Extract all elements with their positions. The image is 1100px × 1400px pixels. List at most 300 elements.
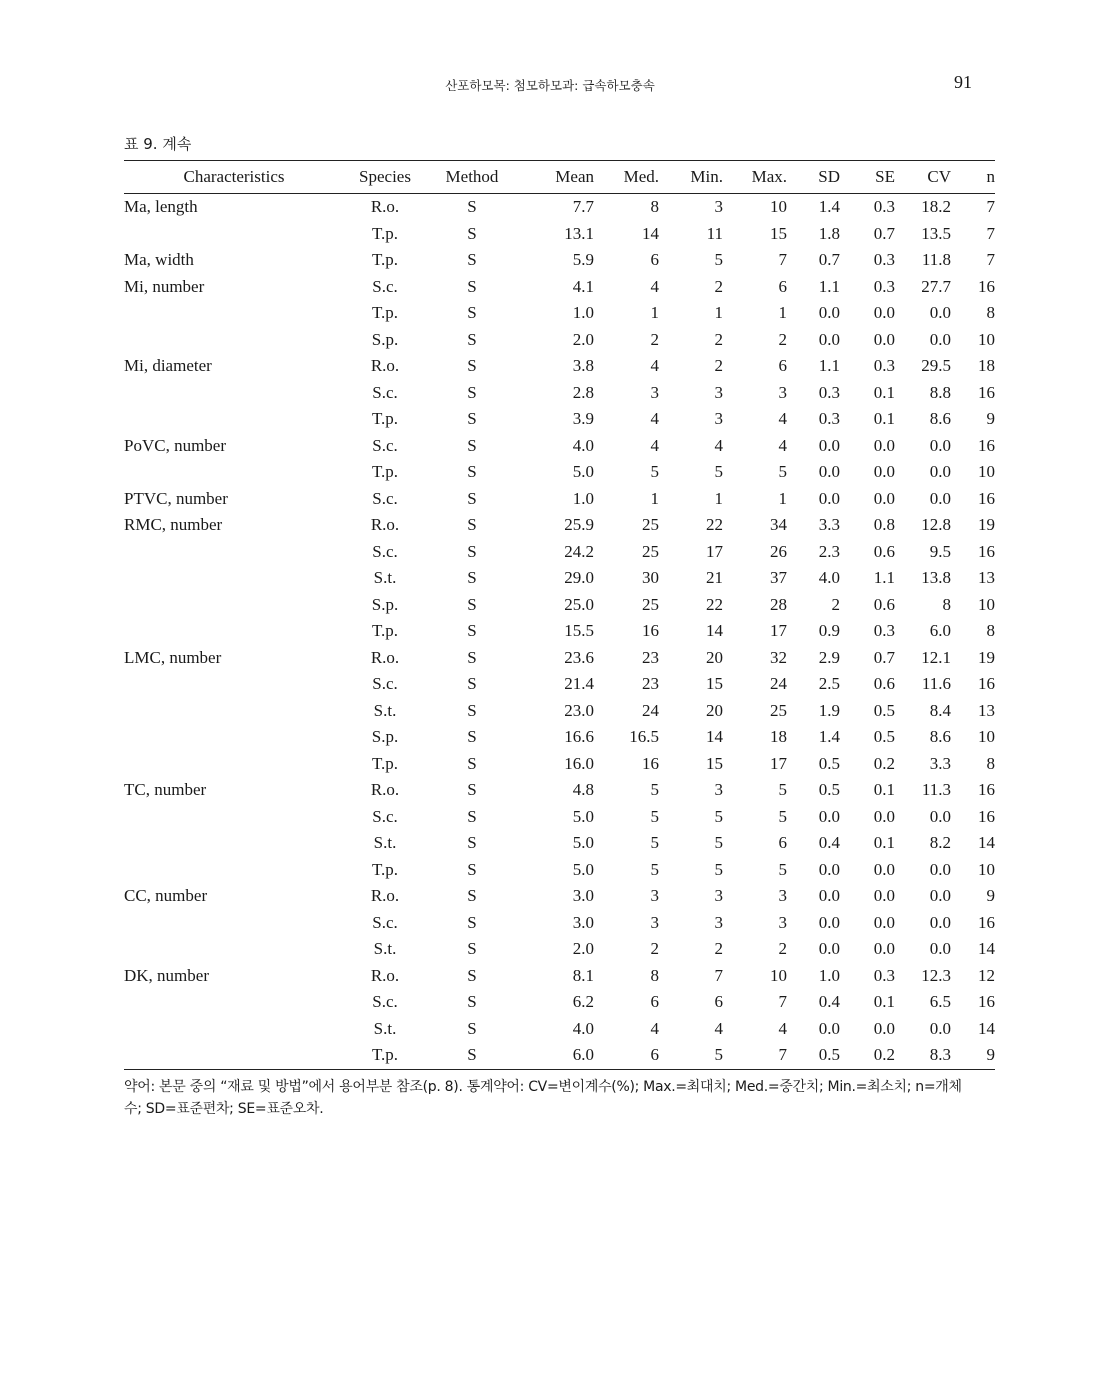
cell-min: 3 xyxy=(714,912,723,932)
cell-mean: 23.0 xyxy=(564,700,594,720)
table-row xyxy=(124,645,995,672)
cell-se: 0.1 xyxy=(873,780,895,799)
cell-cv: 0.0 xyxy=(929,329,951,349)
cell-n: 7 xyxy=(986,223,995,243)
cell-median: 16.5 xyxy=(629,727,659,746)
cell-max: 34 xyxy=(770,515,787,534)
cell-method: S xyxy=(467,1045,477,1064)
cell-species: R.o. xyxy=(370,965,400,985)
cell-max: 18 xyxy=(770,727,787,746)
cell-se: 0.3 xyxy=(873,621,895,640)
cell-median: 30 xyxy=(642,568,659,587)
cell-sd: 0.0 xyxy=(818,912,840,932)
cell-n: 10 xyxy=(978,462,995,481)
cell-characteristic xyxy=(124,300,344,327)
cell-se: 0.3 xyxy=(873,276,895,296)
cell-sd: 0.0 xyxy=(818,462,840,481)
cell-cv: 8.6 xyxy=(929,727,951,746)
cell-method: S xyxy=(467,780,477,799)
cell-n: 19 xyxy=(978,647,995,667)
cell-median: 16 xyxy=(642,621,659,640)
cell-sd: 0.0 xyxy=(818,1018,840,1038)
cell-sd: 1.9 xyxy=(818,700,840,720)
col-header-characteristics: Characteristics xyxy=(183,167,285,186)
cell-sd: 1.8 xyxy=(818,223,840,243)
cell-mean: 13.1 xyxy=(564,223,594,243)
cell-sd: 0.0 xyxy=(818,303,840,322)
cell-n: 8 xyxy=(986,303,995,322)
cell-n: 16 xyxy=(978,912,995,932)
cell-species: R.o. xyxy=(370,515,400,534)
cell-mean: 3.0 xyxy=(572,912,594,932)
cell-se: 0.1 xyxy=(873,409,895,428)
cell-min: 5 xyxy=(714,462,723,481)
cell-median: 5 xyxy=(650,780,659,799)
table-row xyxy=(124,1016,995,1043)
cell-mean: 1.0 xyxy=(572,488,594,508)
cell-characteristic xyxy=(124,830,344,857)
cell-n: 19 xyxy=(978,515,995,534)
cell-characteristic: Mi, number xyxy=(124,276,205,296)
table-row xyxy=(124,777,995,804)
cell-n: 14 xyxy=(978,1018,995,1038)
cell-sd: 0.7 xyxy=(818,250,840,269)
cell-characteristic xyxy=(124,565,344,592)
cell-method: S xyxy=(467,833,477,852)
cell-n: 18 xyxy=(978,356,995,375)
cell-median: 23 xyxy=(642,674,659,693)
cell-max: 17 xyxy=(770,753,787,773)
cell-cv: 8.3 xyxy=(929,1045,951,1064)
cell-min: 5 xyxy=(714,806,723,826)
cell-characteristic: RMC, number xyxy=(124,515,223,534)
cell-cv: 12.8 xyxy=(921,515,951,534)
cell-min: 14 xyxy=(706,727,723,746)
cell-se: 0.3 xyxy=(873,356,895,375)
cell-cv: 0.0 xyxy=(929,859,951,879)
cell-sd: 4.0 xyxy=(818,568,840,587)
cell-se: 0.2 xyxy=(873,1045,895,1064)
cell-cv: 8.4 xyxy=(929,700,951,720)
cell-cv: 11.3 xyxy=(921,780,951,799)
table-row xyxy=(124,247,995,274)
cell-se: 0.0 xyxy=(873,806,895,826)
cell-cv: 29.5 xyxy=(921,356,951,375)
table-row xyxy=(124,327,995,354)
cell-max: 5 xyxy=(778,462,787,481)
cell-characteristic xyxy=(124,618,344,645)
cell-max: 5 xyxy=(778,780,787,799)
cell-median: 16 xyxy=(642,753,659,773)
cell-species: T.p. xyxy=(371,223,399,243)
cell-max: 3 xyxy=(778,912,787,932)
cell-mean: 5.0 xyxy=(572,462,594,481)
cell-median: 6 xyxy=(650,250,659,269)
cell-min: 4 xyxy=(714,435,723,455)
cell-se: 0.7 xyxy=(873,647,895,667)
table-row xyxy=(124,724,995,751)
cell-mean: 25.0 xyxy=(564,594,594,614)
cell-characteristic xyxy=(124,989,344,1016)
cell-n: 16 xyxy=(978,992,995,1011)
cell-n: 13 xyxy=(978,700,995,720)
cell-min: 14 xyxy=(706,621,723,640)
cell-max: 1 xyxy=(778,488,787,508)
cell-characteristic xyxy=(124,857,344,884)
cell-n: 16 xyxy=(978,541,995,561)
cell-method: S xyxy=(467,197,477,216)
cell-characteristic xyxy=(124,698,344,725)
cell-min: 3 xyxy=(714,382,723,402)
cell-max: 2 xyxy=(778,329,787,349)
cell-sd: 2 xyxy=(831,594,840,614)
cell-min: 5 xyxy=(714,1045,723,1064)
cell-max: 17 xyxy=(770,621,787,640)
cell-species: S.c. xyxy=(372,674,398,693)
cell-method: S xyxy=(467,409,477,428)
cell-species: R.o. xyxy=(370,647,400,667)
cell-characteristic xyxy=(124,910,344,937)
table-row xyxy=(124,963,995,990)
cell-max: 7 xyxy=(778,1045,787,1064)
cell-sd: 0.4 xyxy=(818,992,840,1011)
cell-characteristic: LMC, number xyxy=(124,647,222,667)
cell-mean: 6.2 xyxy=(572,992,594,1011)
cell-max: 4 xyxy=(778,435,787,455)
cell-method: S xyxy=(467,700,477,720)
cell-mean: 5.9 xyxy=(572,250,594,269)
cell-characteristic xyxy=(124,221,344,248)
cell-se: 1.1 xyxy=(873,568,895,587)
cell-cv: 0.0 xyxy=(929,303,951,322)
cell-cv: 0.0 xyxy=(929,806,951,826)
cell-method: S xyxy=(467,382,477,402)
cell-min: 3 xyxy=(714,409,723,428)
cell-method: S xyxy=(467,727,477,746)
cell-median: 8 xyxy=(650,965,659,985)
cell-se: 0.8 xyxy=(873,515,895,534)
cell-n: 9 xyxy=(986,1045,995,1064)
cell-characteristic xyxy=(124,380,344,407)
cell-cv: 6.5 xyxy=(929,992,951,1011)
cell-species: S.p. xyxy=(371,594,399,614)
cell-characteristic xyxy=(124,1042,344,1069)
table-row xyxy=(124,698,995,725)
cell-median: 3 xyxy=(650,886,659,905)
cell-cv: 3.3 xyxy=(929,753,951,773)
cell-se: 0.2 xyxy=(873,753,895,773)
cell-min: 2 xyxy=(714,356,723,375)
cell-mean: 2.0 xyxy=(572,329,594,349)
cell-n: 8 xyxy=(986,753,995,773)
table-row xyxy=(124,406,995,433)
cell-species: S.c. xyxy=(372,488,398,508)
table-header-row xyxy=(124,161,995,194)
cell-min: 20 xyxy=(706,700,723,720)
cell-cv: 0.0 xyxy=(929,488,951,508)
cell-min: 21 xyxy=(706,568,723,587)
cell-median: 25 xyxy=(642,594,659,614)
table-row xyxy=(124,618,995,645)
cell-sd: 0.0 xyxy=(818,886,840,905)
cell-max: 3 xyxy=(778,382,787,402)
cell-sd: 0.4 xyxy=(818,833,840,852)
cell-mean: 2.0 xyxy=(572,939,594,958)
col-header-se: SE xyxy=(875,167,895,186)
table-row xyxy=(124,671,995,698)
cell-species: S.t. xyxy=(373,939,397,958)
cell-se: 0.5 xyxy=(873,700,895,720)
cell-min: 2 xyxy=(714,329,723,349)
cell-method: S xyxy=(467,753,477,773)
cell-median: 25 xyxy=(642,541,659,561)
cell-se: 0.0 xyxy=(873,462,895,481)
cell-sd: 0.0 xyxy=(818,329,840,349)
col-header-min: Min. xyxy=(690,167,723,186)
table-row xyxy=(124,353,995,380)
cell-max: 6 xyxy=(778,833,787,852)
cell-max: 2 xyxy=(778,939,787,958)
table-row xyxy=(124,221,995,248)
cell-se: 0.3 xyxy=(873,197,895,216)
cell-species: R.o. xyxy=(370,886,400,905)
cell-species: S.c. xyxy=(372,276,398,296)
cell-median: 2 xyxy=(650,939,659,958)
cell-n: 13 xyxy=(978,568,995,587)
cell-min: 5 xyxy=(714,250,723,269)
cell-characteristic xyxy=(124,459,344,486)
cell-n: 16 xyxy=(978,382,995,402)
cell-mean: 24.2 xyxy=(564,541,594,561)
cell-median: 3 xyxy=(650,912,659,932)
cell-characteristic xyxy=(124,592,344,619)
cell-cv: 9.5 xyxy=(929,541,951,561)
cell-sd: 1.1 xyxy=(818,356,840,375)
cell-mean: 25.9 xyxy=(564,515,594,534)
cell-median: 24 xyxy=(642,700,659,720)
cell-species: T.p. xyxy=(371,409,399,428)
cell-max: 25 xyxy=(770,700,787,720)
cell-sd: 0.0 xyxy=(818,939,840,958)
cell-min: 15 xyxy=(706,753,723,773)
col-header-sd: SD xyxy=(818,167,840,186)
cell-max: 10 xyxy=(770,197,787,216)
cell-mean: 6.0 xyxy=(572,1045,594,1064)
cell-characteristic: PoVC, number xyxy=(124,435,226,455)
cell-median: 4 xyxy=(650,356,659,375)
cell-max: 7 xyxy=(778,992,787,1011)
table-row xyxy=(124,274,995,301)
running-title: 산포하모목: 첨모하모과: 급속하모충속 xyxy=(445,78,655,93)
cell-cv: 0.0 xyxy=(929,1018,951,1038)
cell-sd: 0.3 xyxy=(818,409,840,428)
cell-mean: 23.6 xyxy=(564,647,594,667)
table-row xyxy=(124,565,995,592)
cell-min: 7 xyxy=(714,965,723,985)
cell-method: S xyxy=(467,965,477,985)
table-row xyxy=(124,300,995,327)
cell-method: S xyxy=(467,1018,477,1038)
cell-mean: 16.6 xyxy=(564,727,594,746)
cell-max: 26 xyxy=(770,541,787,561)
cell-median: 6 xyxy=(650,992,659,1011)
cell-min: 15 xyxy=(706,674,723,693)
cell-method: S xyxy=(467,621,477,640)
cell-n: 16 xyxy=(978,674,995,693)
cell-species: S.t. xyxy=(373,1018,397,1038)
cell-mean: 4.0 xyxy=(572,1018,594,1038)
cell-median: 3 xyxy=(650,382,659,402)
cell-species: R.o. xyxy=(370,356,400,375)
cell-characteristic xyxy=(124,671,344,698)
cell-species: S.p. xyxy=(371,727,399,746)
cell-mean: 7.7 xyxy=(572,197,594,216)
cell-species: T.p. xyxy=(371,462,399,481)
table-row xyxy=(124,989,995,1016)
cell-mean: 5.0 xyxy=(572,806,594,826)
cell-min: 6 xyxy=(714,992,723,1011)
cell-mean: 21.4 xyxy=(564,674,594,693)
cell-n: 7 xyxy=(986,197,995,216)
cell-cv: 8 xyxy=(942,594,951,614)
cell-cv: 0.0 xyxy=(929,435,951,455)
cell-se: 0.6 xyxy=(873,674,895,693)
cell-min: 22 xyxy=(706,594,723,614)
cell-characteristic: PTVC, number xyxy=(124,488,228,508)
cell-method: S xyxy=(467,647,477,667)
table-row xyxy=(124,910,995,937)
cell-se: 0.0 xyxy=(873,488,895,508)
table-row xyxy=(124,380,995,407)
cell-max: 37 xyxy=(770,568,787,587)
cell-median: 4 xyxy=(650,1018,659,1038)
cell-species: T.p. xyxy=(371,753,399,773)
col-header-cv: CV xyxy=(927,167,951,186)
cell-characteristic xyxy=(124,406,344,433)
cell-method: S xyxy=(467,223,477,243)
cell-max: 24 xyxy=(770,674,787,693)
cell-se: 0.3 xyxy=(873,250,895,269)
cell-mean: 3.8 xyxy=(572,356,594,375)
table-row xyxy=(124,592,995,619)
cell-species: S.p. xyxy=(371,329,399,349)
table-row xyxy=(124,1042,995,1069)
cell-method: S xyxy=(467,435,477,455)
cell-se: 0.0 xyxy=(873,329,895,349)
cell-method: S xyxy=(467,462,477,481)
cell-n: 9 xyxy=(986,886,995,905)
table-row xyxy=(124,857,995,884)
cell-max: 5 xyxy=(778,806,787,826)
col-header-max: Max. xyxy=(751,167,787,186)
cell-median: 2 xyxy=(650,329,659,349)
table-row xyxy=(124,830,995,857)
cell-median: 25 xyxy=(642,515,659,534)
cell-species: S.t. xyxy=(373,833,397,852)
table-row xyxy=(124,459,995,486)
table-row xyxy=(124,539,995,566)
cell-method: S xyxy=(467,250,477,269)
cell-cv: 12.3 xyxy=(921,965,951,985)
cell-median: 4 xyxy=(650,435,659,455)
cell-cv: 0.0 xyxy=(929,886,951,905)
cell-n: 16 xyxy=(978,806,995,826)
cell-max: 32 xyxy=(770,647,787,667)
cell-min: 4 xyxy=(714,1018,723,1038)
cell-cv: 27.7 xyxy=(921,276,951,296)
table-row xyxy=(124,194,995,221)
cell-min: 22 xyxy=(706,515,723,534)
cell-characteristic xyxy=(124,724,344,751)
cell-characteristic: DK, number xyxy=(124,965,209,985)
cell-method: S xyxy=(467,939,477,958)
cell-method: S xyxy=(467,594,477,614)
cell-mean: 8.1 xyxy=(572,965,594,985)
cell-n: 8 xyxy=(986,621,995,640)
cell-median: 5 xyxy=(650,462,659,481)
cell-se: 0.7 xyxy=(873,223,895,243)
cell-characteristic: Mi, diameter xyxy=(124,356,212,375)
cell-cv: 13.5 xyxy=(921,223,951,243)
cell-n: 12 xyxy=(978,965,995,985)
cell-max: 6 xyxy=(778,276,787,296)
cell-species: S.c. xyxy=(372,806,398,826)
page-number: 91 xyxy=(954,72,972,92)
cell-n: 9 xyxy=(986,409,995,428)
cell-se: 0.1 xyxy=(873,382,895,402)
col-header-n: n xyxy=(986,167,995,186)
col-header-mean: Mean xyxy=(555,167,594,186)
cell-characteristic: CC, number xyxy=(124,886,208,905)
cell-method: S xyxy=(467,674,477,693)
cell-characteristic xyxy=(124,327,344,354)
cell-characteristic: Ma, width xyxy=(124,250,194,269)
cell-max: 5 xyxy=(778,859,787,879)
cell-method: S xyxy=(467,992,477,1011)
cell-min: 5 xyxy=(714,833,723,852)
cell-min: 11 xyxy=(706,223,723,243)
cell-species: T.p. xyxy=(371,250,399,269)
cell-method: S xyxy=(467,806,477,826)
cell-characteristic xyxy=(124,751,344,778)
cell-mean: 5.0 xyxy=(572,859,594,879)
table-row xyxy=(124,433,995,460)
cell-max: 3 xyxy=(778,886,787,905)
cell-species: T.p. xyxy=(371,621,399,640)
cell-sd: 2.3 xyxy=(818,541,840,561)
cell-min: 17 xyxy=(706,541,723,561)
cell-sd: 0.0 xyxy=(818,435,840,455)
cell-min: 20 xyxy=(706,647,723,667)
cell-se: 0.1 xyxy=(873,992,895,1011)
cell-species: S.t. xyxy=(373,568,397,587)
cell-n: 10 xyxy=(978,329,995,349)
cell-method: S xyxy=(467,886,477,905)
cell-species: T.p. xyxy=(371,859,399,879)
cell-sd: 0.5 xyxy=(818,1045,840,1064)
cell-median: 8 xyxy=(650,197,659,216)
cell-max: 15 xyxy=(770,223,787,243)
cell-se: 0.0 xyxy=(873,435,895,455)
cell-cv: 0.0 xyxy=(929,462,951,481)
cell-n: 10 xyxy=(978,727,995,746)
cell-method: S xyxy=(467,356,477,375)
cell-n: 7 xyxy=(986,250,995,269)
cell-species: R.o. xyxy=(370,780,400,799)
cell-method: S xyxy=(467,303,477,322)
cell-mean: 2.8 xyxy=(572,382,594,402)
cell-se: 0.0 xyxy=(873,1018,895,1038)
